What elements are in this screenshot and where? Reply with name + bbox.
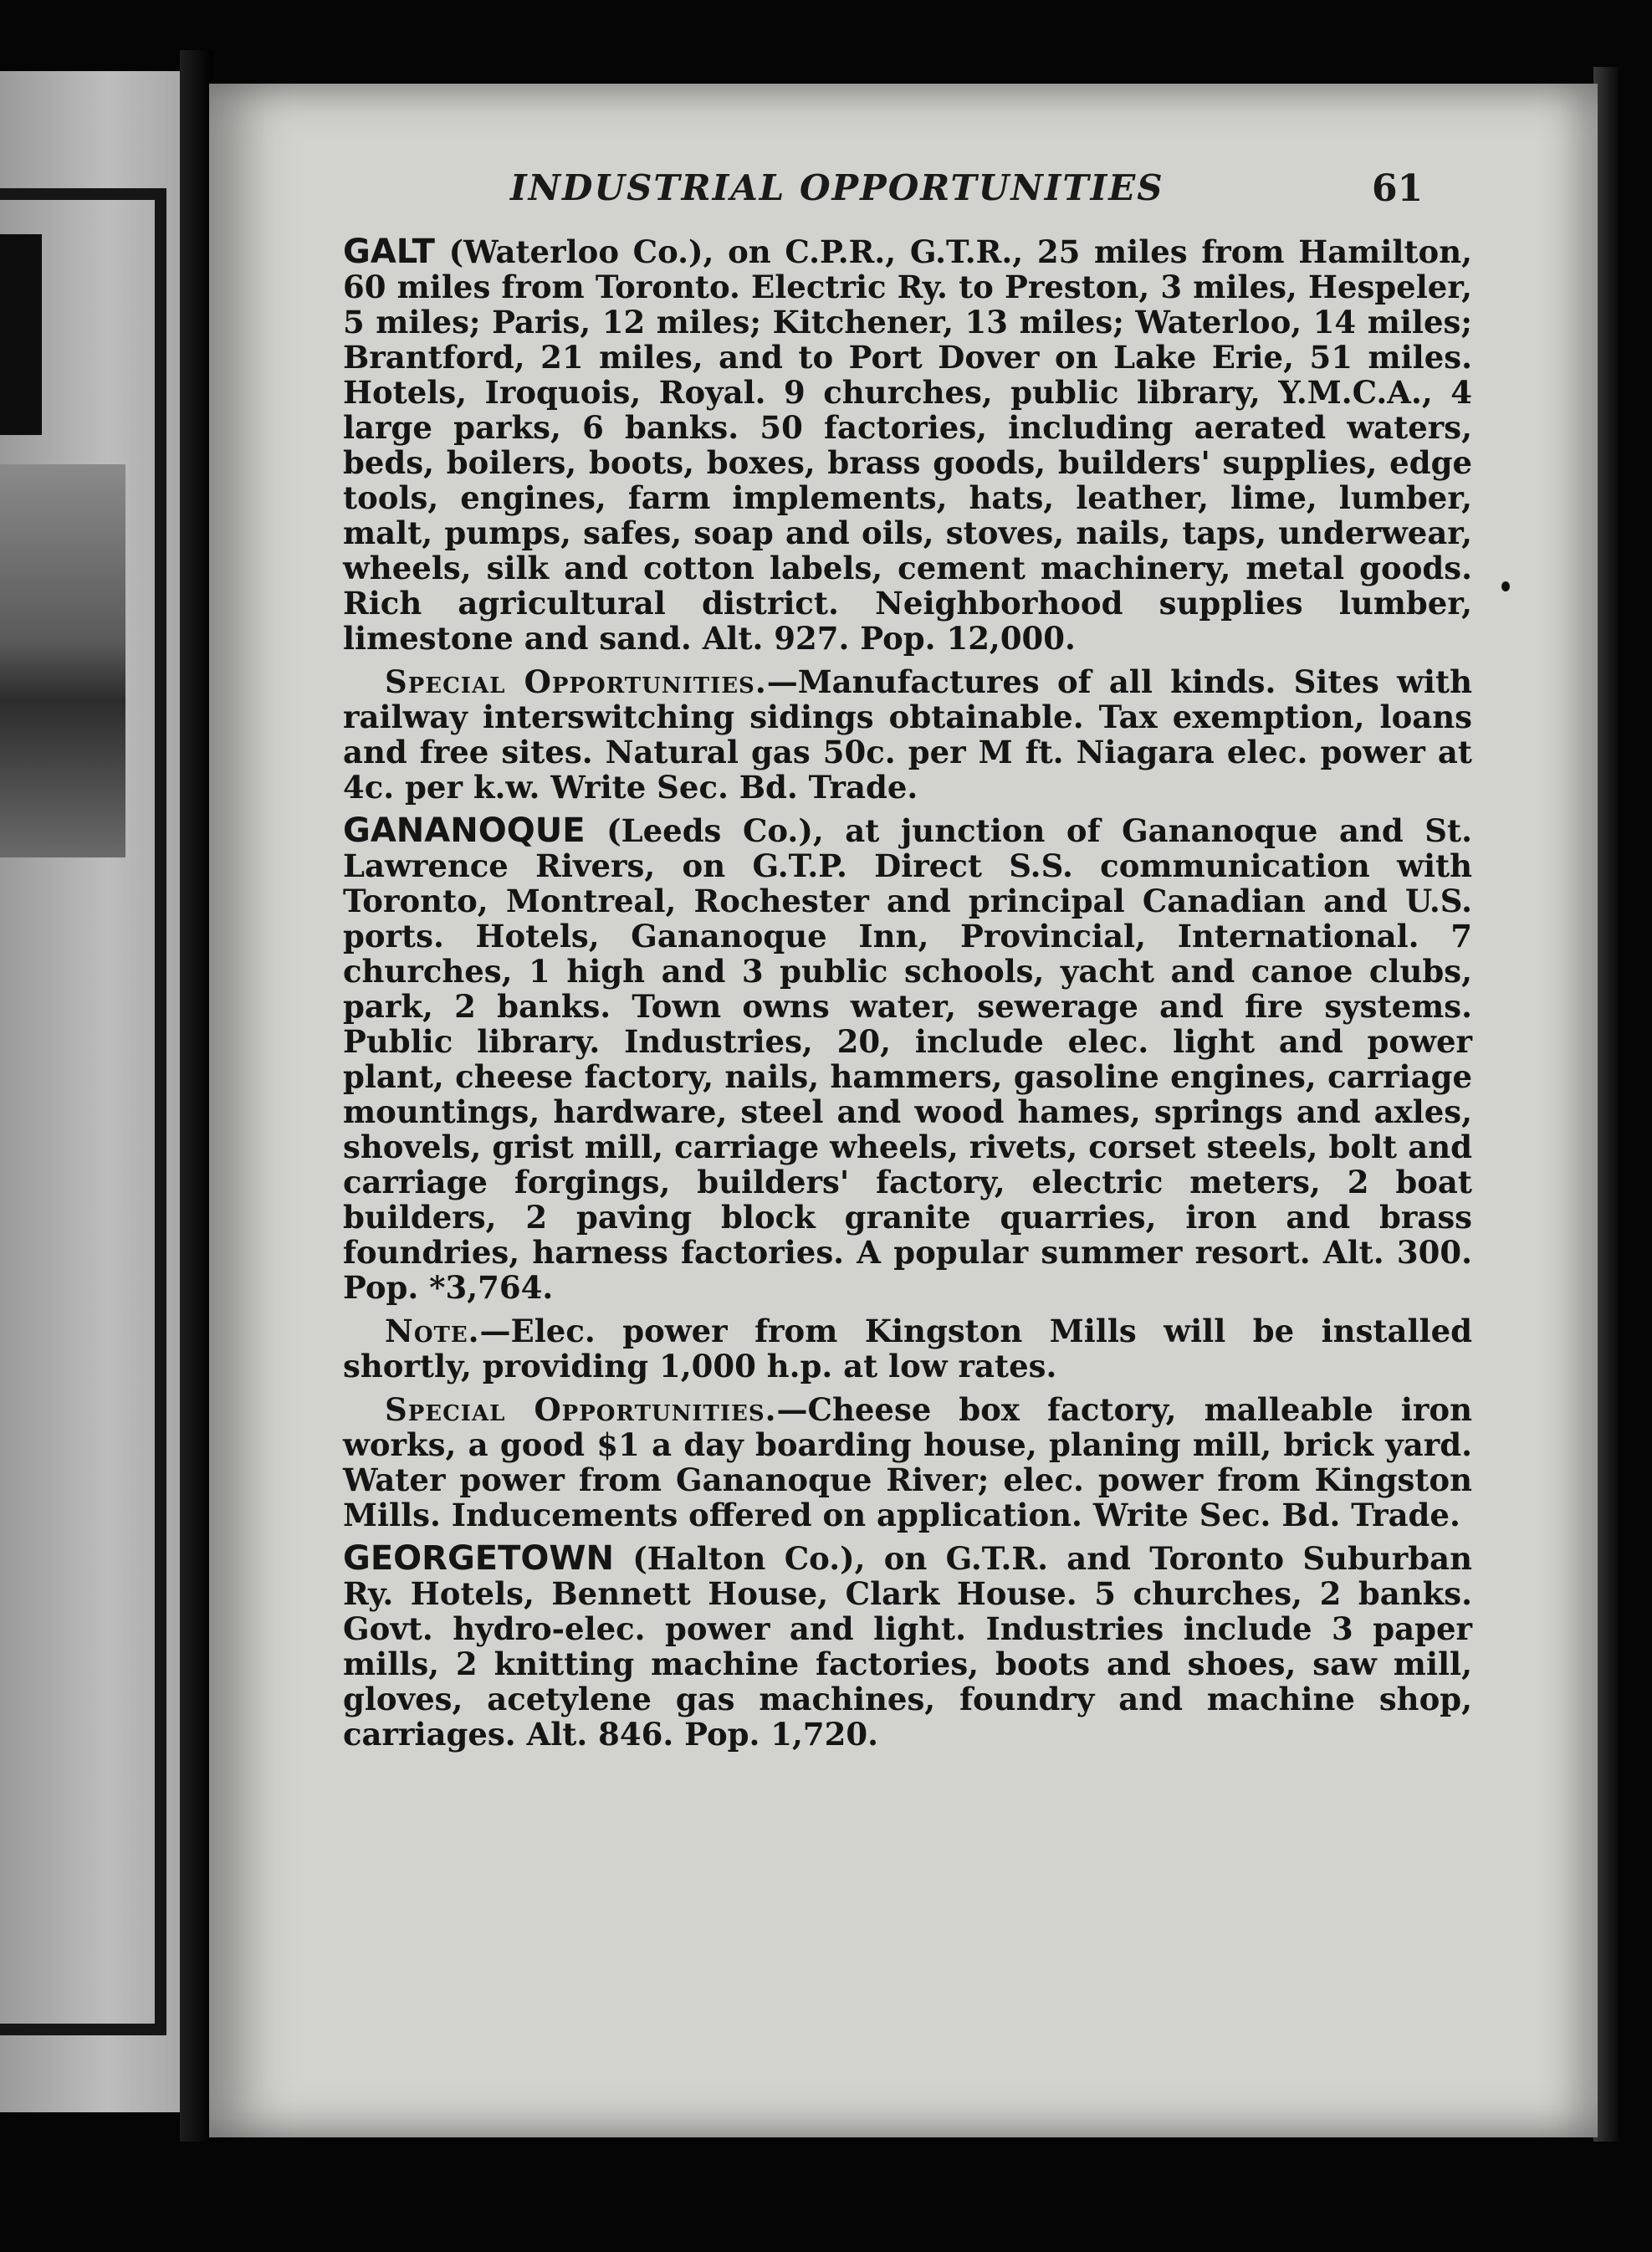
entry-georgetown [343,1541,1472,1752]
entry-galt [343,234,1472,656]
entry-text: (Halton Co.), on G.T.R. and Toronto Suburban Ry. Hotels, Bennett House, Clark House. 5 churches, 2 banks. Govt. hydro-elec. power and light. Industries include 3 paper mills, 2 knitting machine factories, boots and shoes, saw mill, gloves, acetylene gas machines, foundry and machine shop, carriages. Alt. 846. Pop. 1,720. [343,1540,1472,1753]
town-name: GALT [343,233,435,271]
running-head [209,167,1598,218]
note-galt-special-opportunities [343,664,1472,805]
note-label: Note. [385,1313,480,1349]
page-body [343,234,1472,1760]
page-number: 61 [1372,167,1424,210]
ink-speck [1501,581,1510,591]
note-label: Special Opportunities. [385,1391,777,1428]
note-gananoque-note [343,1313,1472,1384]
town-name: GANANOQUE [343,811,586,850]
facing-page-letter-fragment [0,234,42,435]
facing-page [0,71,180,2112]
note-text: —Cheese box factory, malleable iron works, a good $1 a day boarding house, planing mill, brick yard. Water power from Gananoque River; elec. power from Kingston Mills. Inducements offered on application. Write Sec. Bd. Trade. [343,1391,1472,1533]
town-name: GEORGETOWN [343,1539,615,1578]
book-page [209,84,1598,2137]
note-gananoque-special-opportunities [343,1392,1472,1533]
note-label: Special Opportunities. [385,663,767,700]
book-gutter [180,50,213,2142]
entry-gananoque [343,813,1472,1305]
note-text: —Elec. power from Kingston Mills will be installed shortly, providing 1,000 h.p. at low rates. [343,1313,1472,1384]
facing-page-photo-fragment [0,464,125,857]
note-text: —Manufactures of all kinds. Sites with railway interswitching sidings obtainable. Tax exemption, loans and free sites. Natural gas 50c. per M ft. Niagara elec. power at 4c. per k.w. Write Sec. Bd. Trade. [343,663,1472,806]
entry-text: (Waterloo Co.), on C.P.R., G.T.R., 25 miles from Hamilton, 60 miles from Toronto. Electric Ry. to Preston, 3 miles, Hespeler, 5 miles; Paris, 12 miles; Kitchener, 13 miles; Waterloo, 14 miles; Brantford, 21 miles, and to Port Dover on Lake Erie, 51 miles. Hotels, Iroquois, Royal. 9 churches, public library, Y.M.C.A., 4 large parks, 6 banks. 50 factories, including aerated waters, beds, boilers, boots, boxes, brass goods, builders' supplies, edge tools, engines, farm implements, hats, leather, lime, lumber, malt, pumps, safes, soap and oils, stoves, nails, taps, underwear, wheels, silk and cotton labels, cement machinery, metal goods. Rich agricultural district. Neighborhood supplies lumber, limestone and sand. Alt. 927. Pop. 12,000. [343,233,1472,657]
entry-text: (Leeds Co.), at junction of Gananoque and St. Lawrence Rivers, on G.T.P. Direct S.S. communication with Toronto, Montreal, Rochester and principal Canadian and U.S. ports. Hotels, Gananoque Inn, Provincial, International. 7 churches, 1 high and 3 public schools, yacht and canoe clubs, park, 2 banks. Town owns water, sewerage and fire systems. Public library. Industries, 20, include elec. light and power plant, cheese factory, nails, hammers, gasoline engines, carriage mountings, hardware, steel and wood hames, springs and axles, shovels, grist mill, carriage wheels, rivets, corset steels, bolt and carriage forgings, builders' factory, electric meters, 2 boat builders, 2 paving block granite quarries, iron and brass foundries, harness factories. A popular summer resort. Alt. 300. Pop. *3,764. [343,812,1472,1306]
running-title: INDUSTRIAL OPPORTUNITIES [510,167,1164,208]
